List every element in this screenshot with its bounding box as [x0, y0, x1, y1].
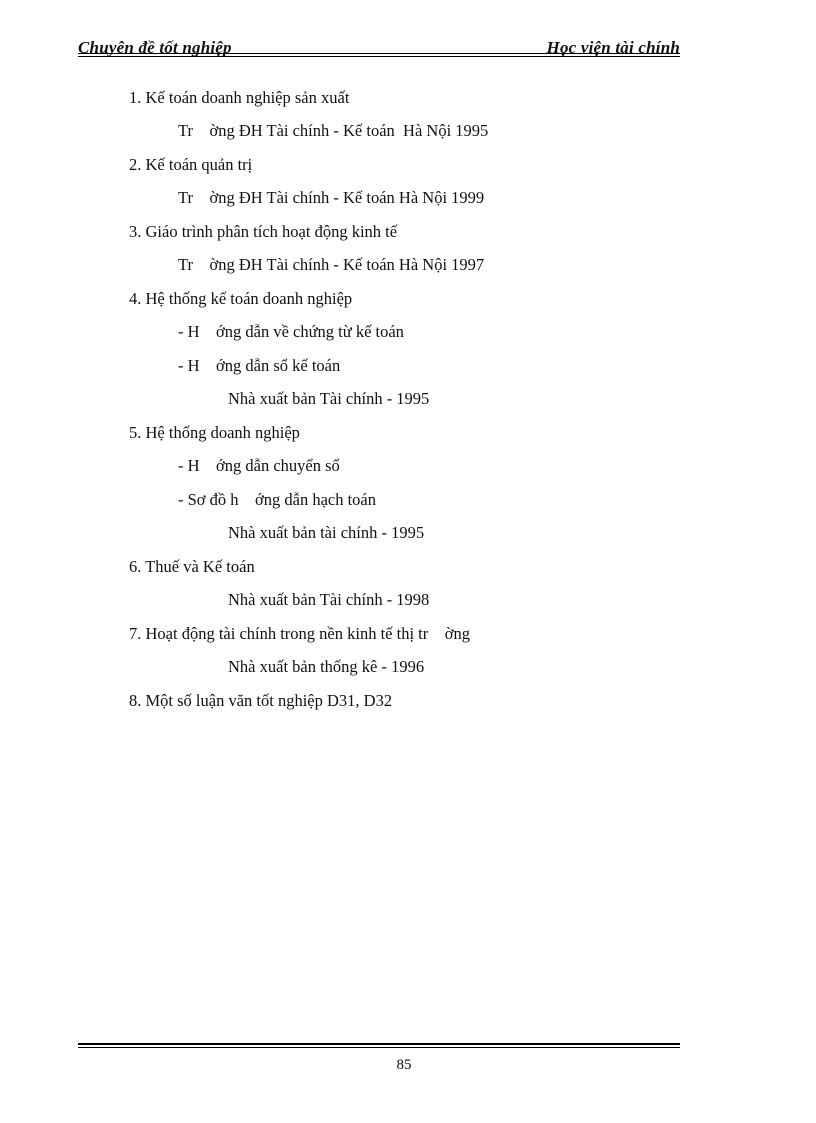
reference-subitem: - H ớng dẫn chuyển sổ — [178, 456, 340, 475]
reference-item: 2. Kế toán quản trị — [129, 155, 253, 174]
reference-publisher: Nhà xuất bản Tài chính - 1998 — [228, 590, 430, 609]
reference-publisher: Tr ờng ĐH Tài chính - Kế toán Hà Nội 1997 — [178, 255, 485, 274]
header-rule — [78, 53, 680, 57]
reference-publisher: Nhà xuất bản thống kê - 1996 — [228, 657, 425, 676]
page-number: 85 — [396, 1057, 412, 1073]
header-left-title: Chuyên đề tốt nghiệp — [78, 38, 232, 57]
reference-subitem: - H ớng dẫn sổ kế toán — [178, 356, 341, 375]
reference-publisher: Tr ờng ĐH Tài chính - Kế toán Hà Nội 1995 — [178, 121, 489, 140]
reference-publisher: Nhà xuất bản tài chính - 1995 — [228, 523, 425, 542]
reference-item: 3. Giáo trình phân tích hoạt động kinh tế — [129, 222, 398, 241]
reference-item: 1. Kế toán doanh nghiệp sản xuất — [129, 88, 350, 107]
reference-publisher: Tr ờng ĐH Tài chính - Kế toán Hà Nội 1999 — [178, 188, 485, 207]
reference-item: 7. Hoạt động tài chính trong nền kinh tế thị tr ờng — [129, 624, 470, 643]
reference-subitem: - H ớng dẫn về chứng từ kế toán — [178, 322, 404, 341]
reference-item: 4. Hệ thống kế toán doanh nghiệp — [129, 289, 353, 308]
reference-subitem: - Sơ đồ h ớng dẫn hạch toán — [178, 490, 376, 509]
reference-item: 6. Thuế và Kế toán — [129, 557, 255, 576]
header-right-title: Học viện tài chính — [546, 38, 680, 57]
reference-publisher: Nhà xuất bản Tài chính - 1995 — [228, 389, 430, 408]
reference-item: 5. Hệ thống doanh nghiệp — [129, 423, 300, 442]
reference-item: 8. Một số luận văn tốt nghiệp D31, D32 — [129, 691, 393, 710]
page-header — [78, 38, 680, 60]
footer-rule — [78, 1043, 680, 1048]
